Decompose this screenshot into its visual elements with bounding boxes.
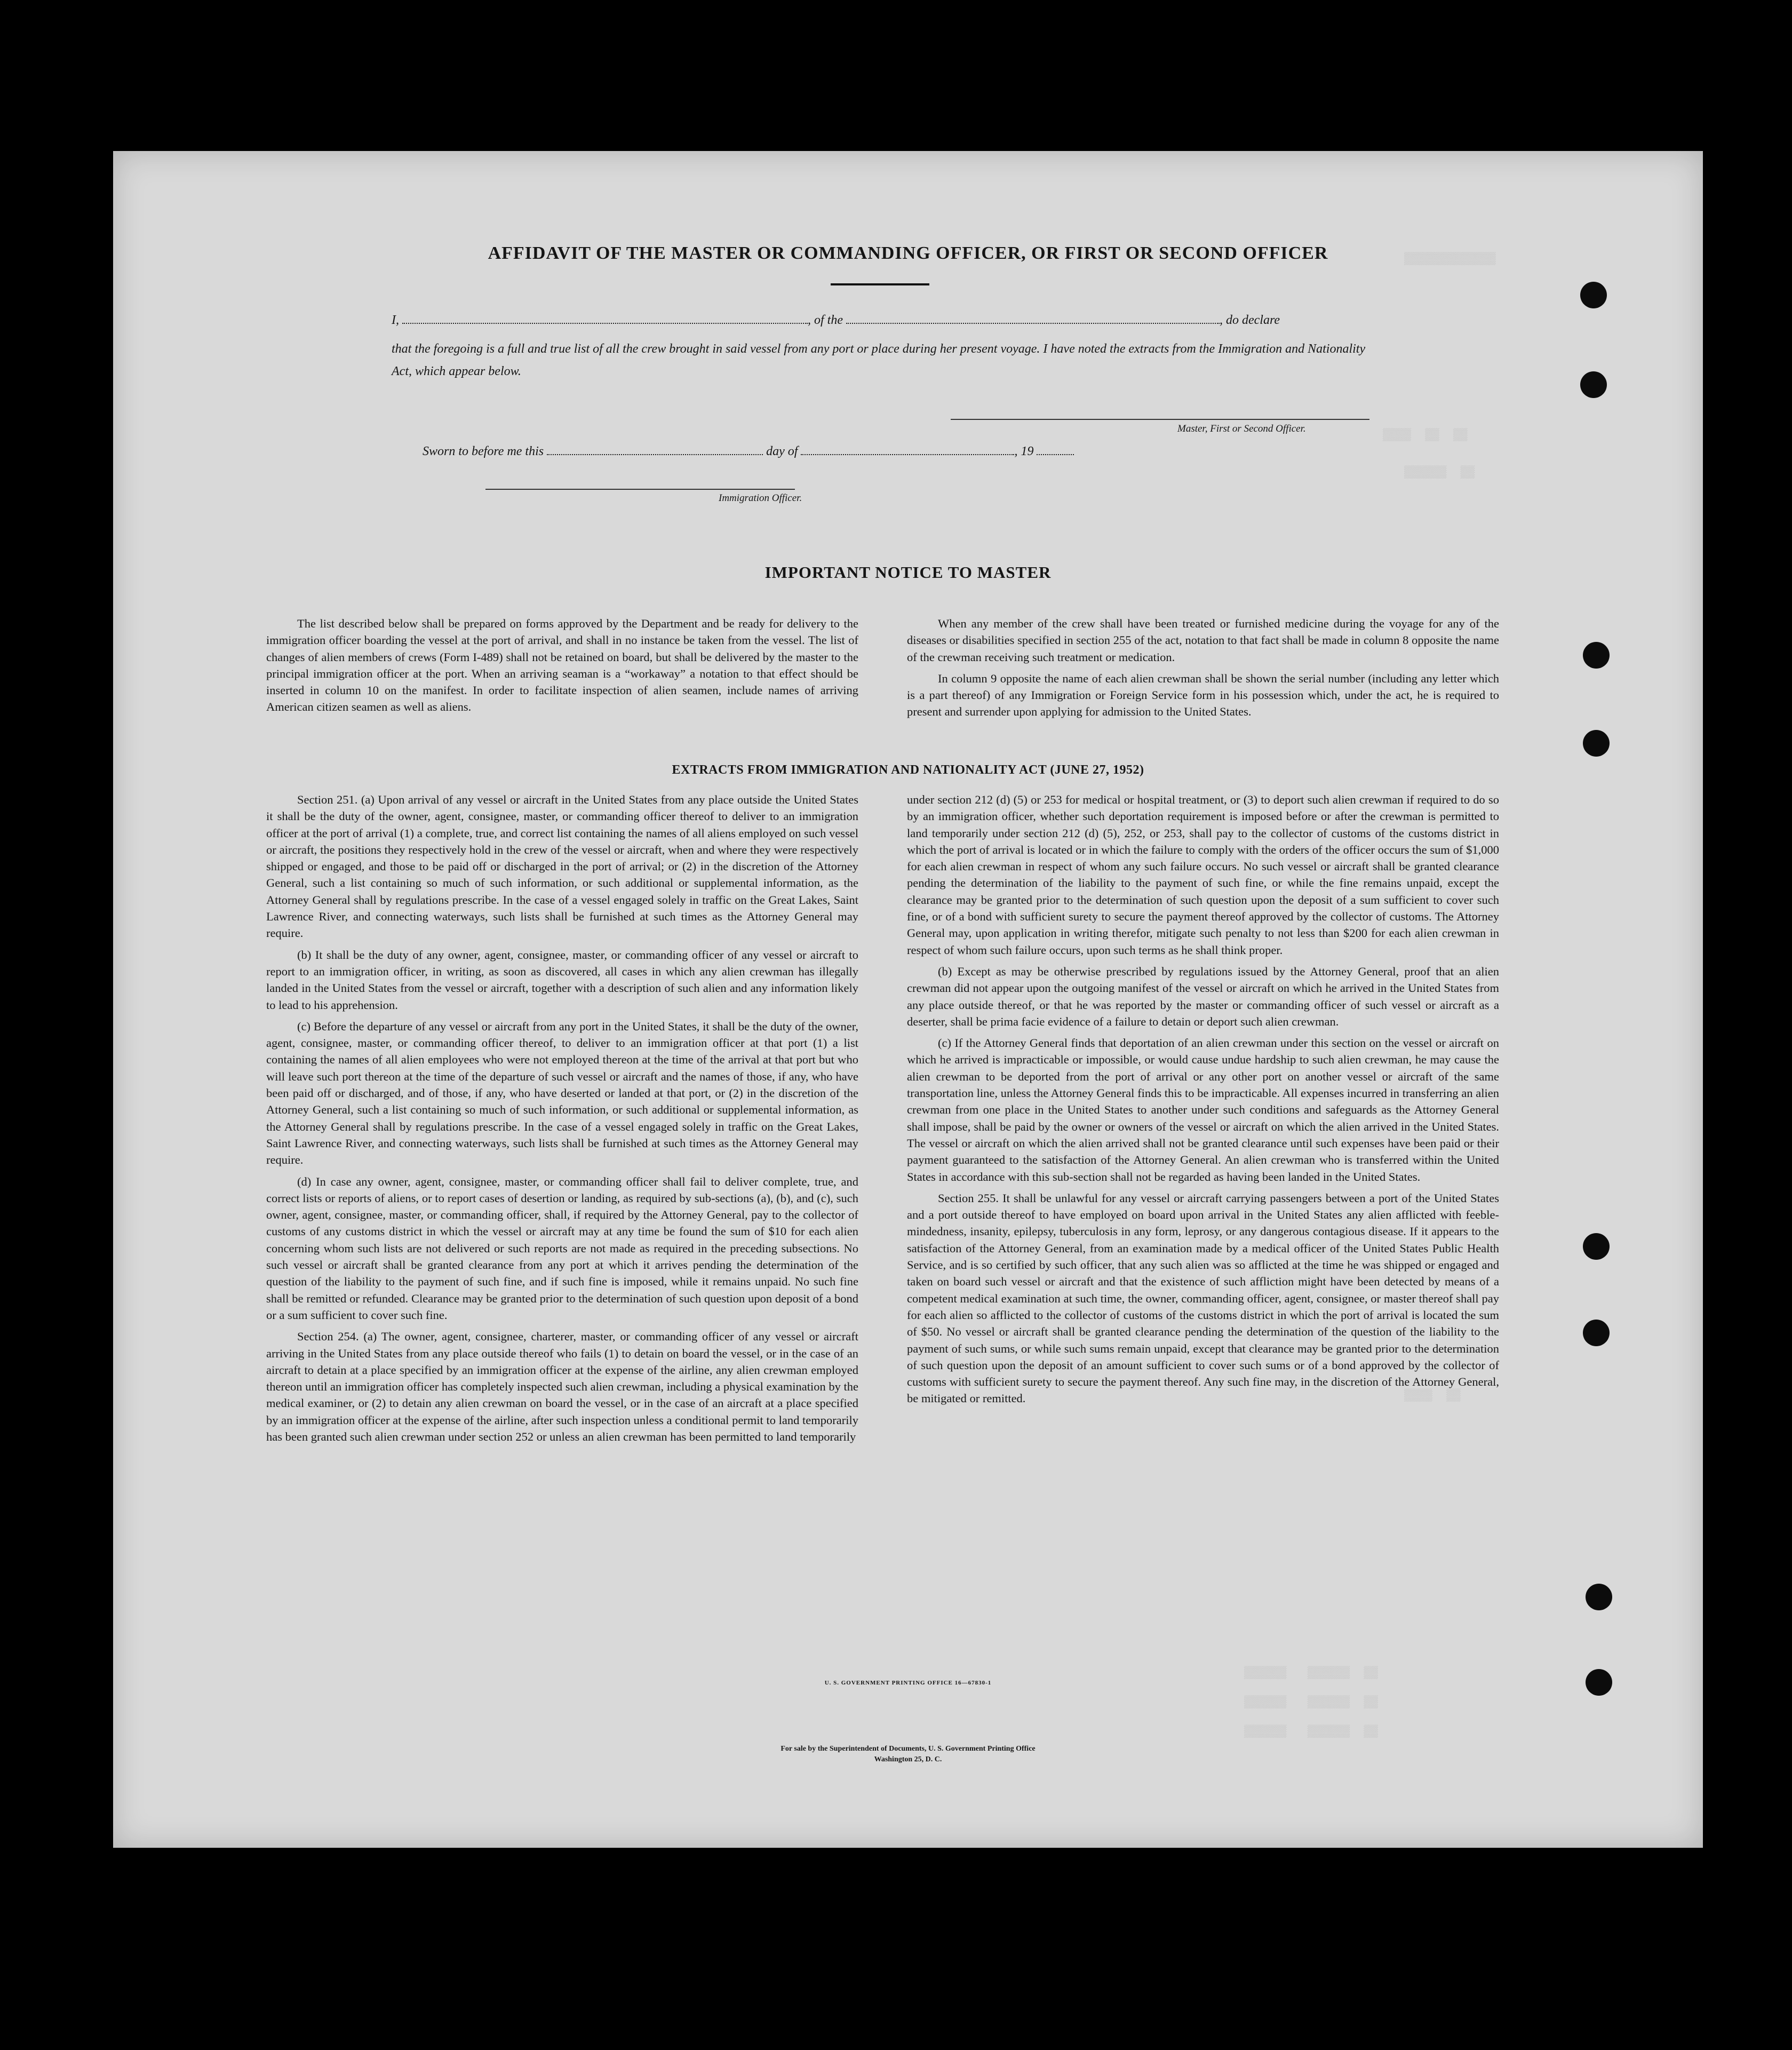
footer-sale-notice — [113, 1744, 1703, 1765]
sworn-year-field[interactable] — [1037, 443, 1074, 455]
year-label: , 19 — [1014, 444, 1034, 458]
punch-hole — [1583, 730, 1610, 757]
i-label: I, — [392, 313, 399, 327]
sworn-day-field[interactable] — [547, 443, 763, 455]
extracts-left-column — [266, 791, 858, 1450]
gpo-imprint: U. S. GOVERNMENT PRINTING OFFICE 16—67830-1 — [824, 1680, 992, 1686]
punch-hole — [1586, 1584, 1612, 1610]
notice-title: IMPORTANT NOTICE TO MASTER — [764, 563, 1052, 582]
bleed-through-text: ▒▒▒▒▒▒▒▒▒▒▒▒▒ — [1404, 252, 1496, 266]
extract-paragraph: Section 251. (a) Upon arrival of any vessel or aircraft in the United States from any place outside the United States it shall be the duty of the owner, agent, consignee, master, or commanding officer thereof to deliver to an immigration officer at the port of arrival (1) a complete, true, and correct list containing the names of all aliens employed on such vessel or aircraft, the positions they respectively hold in the crew of the vessel or aircraft, when and where they were respectively shipped or engaged, and those to be paid off or discharged in the port of arrival; or (2) in the discretion of the Attorney General, such a list containing so much of such information, or such additional or supplemental information, as the Attorney General shall by regulations prescribe. In the case of a vessel engaged solely in traffic on the Great Lakes, Saint Lawrence River, and connecting waterways, such lists shall be furnished at such times as the Attorney General may require. — [266, 793, 858, 940]
of-the-label: , of the — [808, 313, 843, 327]
punch-hole — [1580, 282, 1607, 308]
officer-signature-line[interactable] — [485, 489, 795, 490]
immigration-officer-label: Immigration Officer. — [719, 492, 802, 504]
extract-paragraph: (d) In case any owner, agent, consignee, master, or commanding officer shall fail to deliver complete, true, and correct lists or reports of aliens, or to report cases of desertion or landing, as required by sub-sections (a), (b), and (c), such owner, agent, consignee, master, or commanding officer, shall, if required by the Attorney General, pay to the collector of customs of any customs district in which the vessel or aircraft may at any time be found the sum of $10 for each alien concerning whom such lists are not delivered or such reports are not made as required in the preceding subsections. No such vessel or aircraft shall be granted clearance from any port at which it arrives pending the determination of the question of the liability to the payment of such fine, and if such fine is imposed, while it remains unpaid. No such fine shall be remitted or refunded. Clearance may be granted prior to the determination of such question upon deposit of a bond or a sum sufficient to cover such fine. — [266, 1174, 858, 1322]
bleed-through-text: ▒▒▒▒▒▒ ▒▒▒▒▒▒ ▒▒ — [1244, 1696, 1378, 1709]
day-of-label: day of — [766, 444, 798, 458]
do-declare-label: , do declare — [1220, 313, 1280, 327]
punch-hole — [1583, 1320, 1610, 1346]
document-page — [113, 151, 1703, 1848]
affidavit-title: AFFIDAVIT OF THE MASTER OR COMMANDING OFFICER, OR FIRST OR SECOND OFFICER — [488, 243, 1328, 263]
extract-paragraph: Section 254. (a) The owner, agent, consignee, charterer, master, or commanding officer of any vessel or aircraft arriving in the United States from any place outside thereof who fails (1) to detain on board the vessel, or in the case of an aircraft to detain at a place specified by an immigration officer at the expense of the airline, any alien crewman employed thereon until an immigration officer has completely inspected such alien crewman, including a physical examination by the medical examiner, or (2) to detain any alien crewman on board the vessel, or in the case of an aircraft at a place specified by an immigration officer at the expense of the airline, after such inspection unless a conditional permit to land temporarily has been granted such alien crewman under section 252 or unless an alien crewman has been permitted to land temporarily — [266, 1330, 858, 1443]
name-field[interactable] — [402, 312, 808, 324]
bleed-through-text: ▒▒▒▒▒▒ ▒▒▒▒▒▒ ▒▒ — [1244, 1666, 1378, 1680]
footer-line-1: For sale by the Superintendent of Documents, U. S. Government Printing Office — [780, 1745, 1036, 1753]
extract-paragraph: Section 255. It shall be unlawful for any vessel or aircraft carrying passengers between a port of the United States and a port outside thereof to have employed on board upon arrival in the United States any alien afflicted with feeble-mindedness, insanity, epilepsy, tuberculosis in any form, leprosy, or any dangerous contagious disease. If it appears to the satisfaction of the Attorney General, from an examination made by a medical officer of the United States Public Health Service, and is so certified by such officer, that any such alien was so afflicted at the time he was shipped or engaged and taken on board such vessel or aircraft and that the existence of such affliction might have been detected by means of a competent medical examination at such time, the owner, commanding officer, agent, consignee, or master thereof shall pay for each alien so afflicted to the collector of customs of the customs district in which the port of arrival is located the sum of $50. No vessel or aircraft shall be granted clearance pending the determination of the question of the liability to the payment of such sums, or while such sums remain unpaid, except that clearance may be granted prior to the determination of such question upon the deposit of an amount sufficient to cover such sums or of a bond approved by the collector of customs with sufficient surety to secure the payment thereof. Any such fine may, in the discretion of the Attorney General, be mitigated or remitted. — [907, 1191, 1499, 1405]
footer-line-2: Washington 25, D. C. — [874, 1755, 942, 1763]
vessel-field[interactable] — [846, 312, 1220, 324]
extract-paragraph: (b) It shall be the duty of any owner, agent, consignee, master, or commanding officer of any vessel or aircraft to report to an immigration officer, in writing, as soon as discovered, all cases in which any alien crewman has illegally landed in the United States from the vessel or aircraft, together with a description of such alien and any information likely to lead to his apprehension. — [266, 948, 858, 1012]
bleed-through-text: ▒▒▒▒▒▒ ▒▒▒▒▒▒ ▒▒ — [1244, 1725, 1378, 1738]
punch-hole — [1580, 371, 1607, 398]
declarant-line — [392, 312, 1280, 328]
extracts-right-column — [907, 791, 1499, 1412]
notice-right-column — [907, 615, 1499, 725]
punch-hole — [1583, 642, 1610, 669]
extracts-title: EXTRACTS FROM IMMIGRATION AND NATIONALITY ACT (JUNE 27, 1952) — [672, 763, 1144, 777]
notice-paragraph: The list described below shall be prepared on forms approved by the Department and be ready for delivery to the immigration officer boarding the vessel at the port of arrival, and shall in no instance be taken from the vessel. The list of changes of alien members of crews (Form I-489) shall not be retained on board, but shall be delivered by the master to the principal immigration officer at the port. When an arriving seaman is a “workaway” a notation to that effect should be inserted in column 10 on the manifest. In order to facilitate inspection of alien seamen, include names of arriving American citizen seamen as well as aliens. — [266, 617, 858, 714]
extract-paragraph: (b) Except as may be otherwise prescribed by regulations issued by the Attorney General, proof that an alien crewman did not appear upon the outgoing manifest of the vessel or aircraft on which he arrived in the United States from any place outside thereof, or that he was reported by the master or commanding officer of such vessel or aircraft as a deserter, shall be prima facie evidence of a failure to detain or deport such alien crewman. — [907, 964, 1499, 1028]
bleed-through-text: ▒▒▒▒▒▒ ▒▒ — [1404, 466, 1475, 479]
bleed-through-text: ▒▒▒▒ ▒▒ — [1404, 1389, 1461, 1402]
punch-hole — [1583, 1233, 1610, 1260]
affidavit-statement: that the foregoing is a full and true list of all the crew brought in said vessel from any port or place during her present voyage. I have noted the extracts from the Immigration and Nationality Act, which appear below. — [392, 342, 1366, 378]
master-signature-label: Master, First or Second Officer. — [1177, 423, 1306, 434]
extract-paragraph: (c) If the Attorney General finds that deportation of an alien crewman under this section on the vessel or aircraft on which he arrived is impracticable or impossible, or would cause undue hardship to such alien crewman, he may cause the alien crewman to be deported from the port of arrival or any other port on another vessel or aircraft of the same transportation line, unless the Attorney General finds this to be impracticable. All expenses incurred in transferring an alien crewman from one place in the United States to another under such conditions and safeguards as the Attorney General shall impose, shall be paid by the owner or owners of the vessel or aircraft on which the alien arrived in the United States. The vessel or aircraft on which the alien arrived shall not be granted clearance until such expenses have been paid or their payment guaranteed to the satisfaction of the Attorney General. An alien crewman who is transferred within the United States in accordance with this sub-section shall not be regarded as having been landed in the United States. — [907, 1036, 1499, 1183]
sworn-month-field[interactable] — [801, 443, 1014, 455]
notice-paragraph: In column 9 opposite the name of each alien crewman shall be shown the serial number (including any letter which is a part thereof) of any Immigration or Foreign Service form in his possession which, under the act, he is required to present and surrender upon applying for admission to the United States. — [907, 671, 1499, 719]
master-signature-line[interactable] — [951, 419, 1369, 420]
extract-paragraph: under section 212 (d) (5) or 253 for medical or hospital treatment, or (3) to deport such alien crewman if required to do so by an immigration officer, whether such deportation requirement is imposed before or after the crewman is permitted to land temporarily under section 212 (d) (5), 252, or 253, shall pay to the collector of customs of the customs district in which the port of arrival is located or in which the failure to comply with the orders of the officer occurs the sum of $1,000 for each alien crewman in respect of whom any such failure occurs. No such vessel or aircraft shall be granted clearance pending the determination of the liability to the payment of such fine, or while the fine remains unpaid, except the clearance may be granted prior to the determination of such question upon the deposit of a sum sufficient to cover such fine, or of a bond with sufficient surety to secure the payment thereof approved by the collector of customs. The Attorney General may, upon application in writing therefor, mitigate such penalty to not less than $200 for each alien crewman in respect of whom such failure occurs, upon such terms as he shall think proper. — [907, 793, 1499, 957]
notice-left-column — [266, 615, 858, 720]
sworn-line — [423, 443, 1074, 459]
extract-paragraph: (c) Before the departure of any vessel or aircraft from any port in the United States, it shall be the duty of the owner, agent, consignee, master, or commanding officer thereof, to deliver to an immigration officer at that port (1) a list containing the names of all alien employees who were not employed thereon at the time of the arrival at that port but who will leave such port thereon at the time of the departure of such vessel or aircraft and the names of those, if any, who have been paid off or discharged, and of those, if any, who have deserted or landed at that port, or (2) in the discretion of the Attorney General, such a list containing so much of such information, or such additional or supplemental information, as the Attorney General shall by regulations prescribe. In the case of a vessel engaged solely in traffic on the Great Lakes, Saint Lawrence River, and connecting waterways, such lists shall be furnished at such times as the Attorney General may require. — [266, 1019, 858, 1167]
sworn-label: Sworn to before me this — [423, 444, 544, 458]
notice-paragraph: When any member of the crew shall have been treated or furnished medicine during the voyage for any of the diseases or disabilities specified in section 255 of the act, notation to that fact shall be made in column 8 opposite the name of the crewman receiving such treatment or medication. — [907, 617, 1499, 664]
title-underline — [831, 283, 929, 285]
bleed-through-text: ▒▒▒▒ ▒▒ ▒▒ — [1383, 428, 1468, 442]
